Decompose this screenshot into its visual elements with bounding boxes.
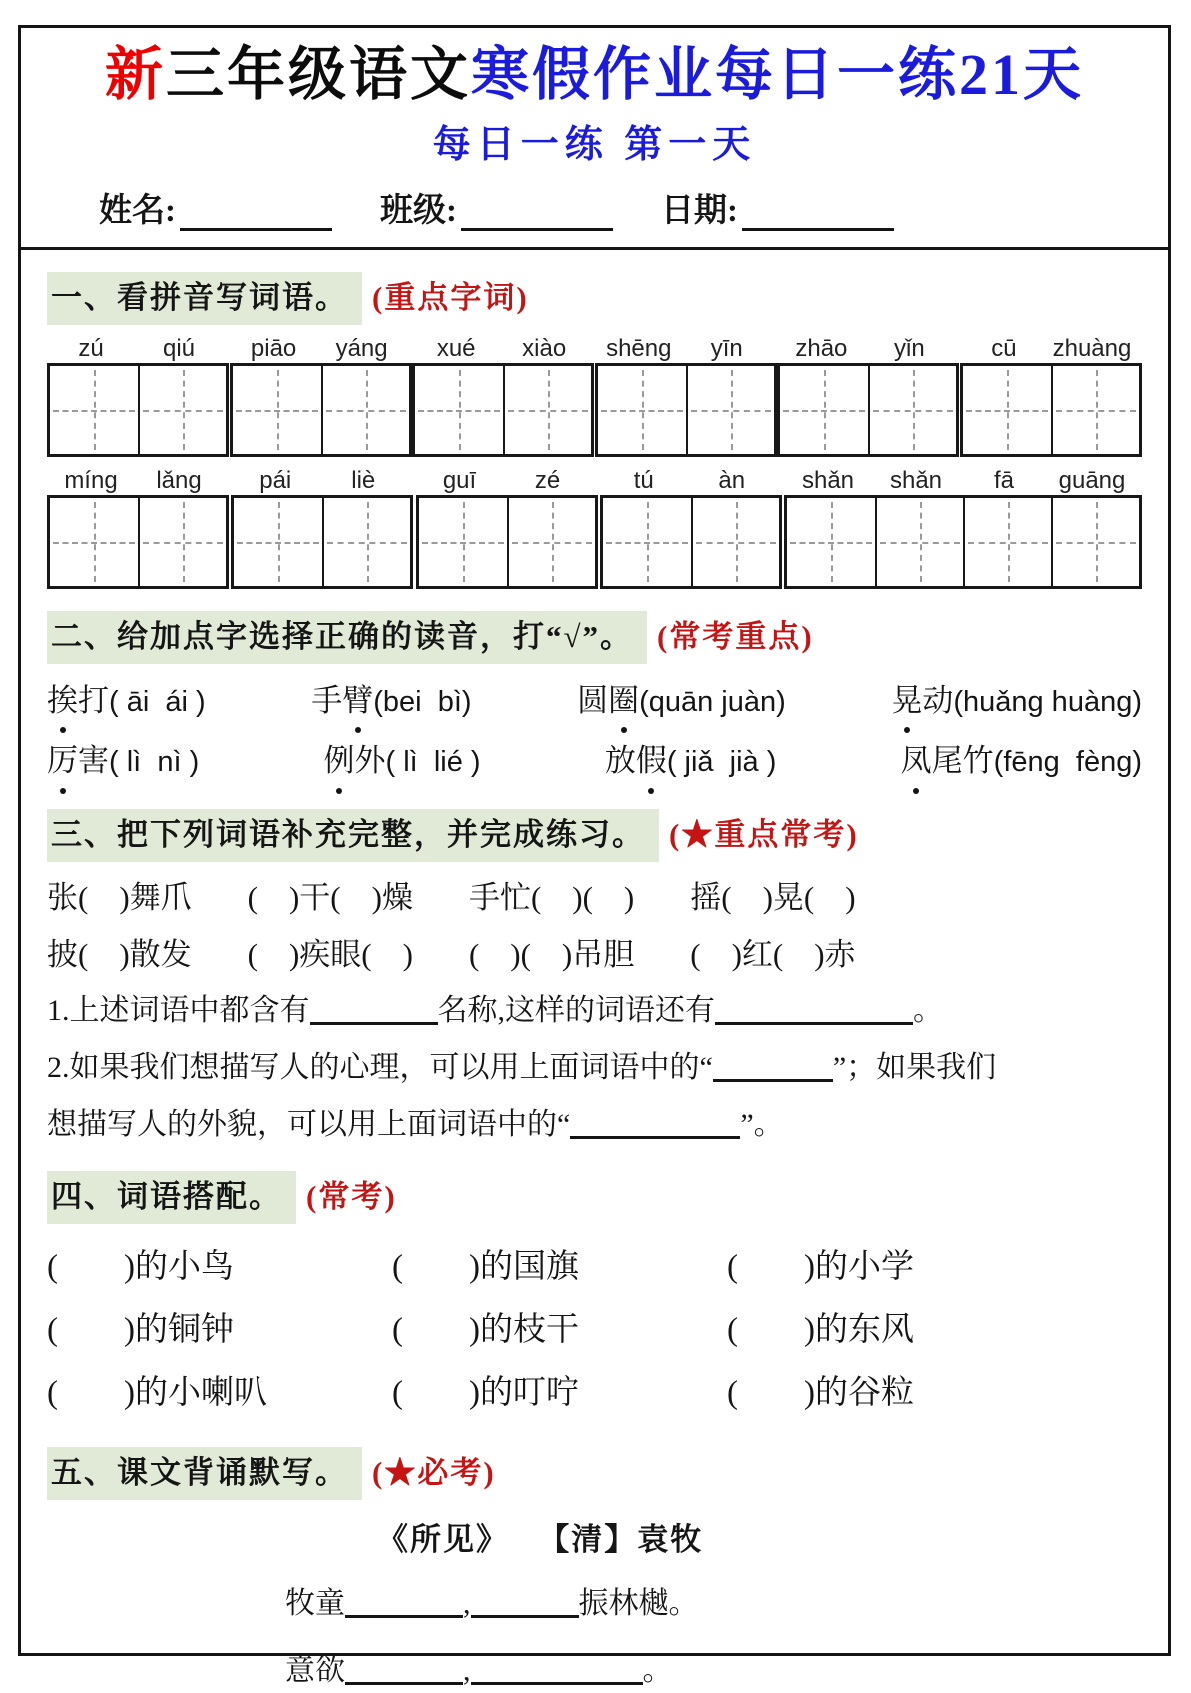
char: 放	[604, 743, 636, 779]
writing-grid	[595, 363, 777, 457]
fill-blank	[345, 1653, 463, 1685]
pinyin-syllable: yáng	[335, 334, 388, 362]
text-segment: 振林樾。	[578, 1587, 699, 1621]
writing-grid	[231, 495, 413, 589]
worksheet-body	[21, 250, 1168, 1693]
pinyin-group	[412, 335, 594, 457]
name-label: 姓名:	[99, 192, 176, 229]
pronunciation-item	[605, 738, 777, 785]
class-field-group	[380, 184, 613, 231]
word-item: ( )的小喇叭	[47, 1375, 267, 1412]
section5-tag: (★必考)	[372, 1455, 496, 1491]
pinyin-syllable: zhāo	[795, 334, 848, 362]
char: 动	[922, 682, 954, 718]
pinyin-labels	[230, 335, 412, 363]
writing-cell	[415, 366, 503, 454]
writing-cell	[507, 498, 595, 586]
char: 手	[311, 682, 343, 718]
word-item: ( )的国旗	[392, 1249, 579, 1286]
word-item: ( )的东风	[727, 1312, 914, 1349]
pinyin-syllable: liè	[351, 466, 376, 494]
class-label: 班级:	[380, 192, 457, 229]
writing-grid	[784, 495, 1142, 589]
writing-cell	[1051, 366, 1139, 454]
pinyin-syllable: zhuàng	[1052, 334, 1132, 362]
pronunciation-item	[891, 678, 1142, 725]
poem-line-1	[285, 1581, 1142, 1626]
word-item: ( )的铜钟	[47, 1312, 234, 1349]
writing-grid	[960, 363, 1142, 457]
class-blank	[461, 197, 613, 231]
pinyin-options: ( lì nì )	[109, 746, 200, 779]
s3-word-line-1	[47, 876, 1142, 919]
text-segment: 牧童	[285, 1587, 345, 1621]
writing-cell	[691, 498, 779, 586]
text-segment: 。	[913, 994, 943, 1028]
pinyin-group	[47, 335, 229, 457]
pinyin-syllable: piāo	[250, 334, 297, 362]
pinyin-group	[960, 335, 1142, 457]
pinyin-labels	[595, 335, 777, 363]
char: 竹	[962, 743, 994, 779]
pinyin-group	[230, 335, 412, 457]
text-segment: 。	[642, 1654, 673, 1688]
s2-line-1	[47, 678, 1142, 725]
pinyin-syllable: xué	[436, 334, 476, 362]
poem-block	[285, 1514, 1142, 1693]
dotted-char: 假	[636, 738, 667, 785]
pinyin-syllable: yǐn	[894, 334, 925, 362]
worksheet-page	[18, 25, 1171, 1688]
section3-heading	[47, 809, 1142, 862]
writing-grid	[412, 363, 594, 457]
pinyin-syllable: fā	[993, 466, 1014, 494]
date-label: 日期:	[661, 192, 738, 229]
pinyin-group	[784, 467, 1142, 589]
word-item: ( )疾眼( )	[247, 936, 413, 972]
pinyin-syllable: shǎn	[801, 466, 855, 494]
s3-question-2-line-1	[47, 1045, 1142, 1090]
pinyin-group	[600, 467, 782, 589]
name-blank	[180, 197, 332, 231]
pinyin-options: (fēng fèng)	[993, 746, 1142, 779]
pinyin-options: ( jiǎ jià )	[666, 746, 777, 779]
s4-row-2	[47, 1303, 1142, 1350]
pinyin-syllable: àn	[718, 466, 746, 494]
title-part-grade: 三年级语文	[165, 42, 471, 107]
section4-heading-text: 四、词语搭配。	[47, 1171, 296, 1224]
word-item: 摇( )晃( )	[690, 879, 856, 915]
section1-heading-text: 一、看拼音写词语。	[47, 272, 362, 325]
worksheet-header	[21, 28, 1168, 250]
section4-heading	[47, 1171, 1142, 1224]
writing-cell	[321, 366, 409, 454]
pronunciation-item	[577, 678, 786, 725]
writing-cell	[322, 498, 410, 586]
poem-title: 《所见》 【清】袁牧	[377, 1522, 704, 1558]
fill-blank	[471, 1586, 579, 1618]
text-segment: ”；如果我们	[832, 1051, 997, 1085]
s3-word-line-2	[47, 933, 1142, 976]
writing-cell	[138, 498, 226, 586]
pinyin-row-2	[47, 467, 1142, 589]
pinyin-syllable: tú	[633, 466, 654, 494]
pinyin-labels	[412, 335, 594, 363]
pronunciation-item	[47, 678, 206, 725]
char: 打	[78, 682, 109, 718]
text-segment: 名称,这样的词语还有	[437, 994, 715, 1028]
word-item: ( )的叮咛	[392, 1375, 579, 1412]
writing-cell	[787, 498, 875, 586]
section5-heading-text: 五、课文背诵默写。	[47, 1447, 362, 1500]
fill-blank	[471, 1653, 643, 1685]
writing-cell	[603, 498, 691, 586]
pronunciation-item	[311, 678, 471, 725]
pinyin-labels	[47, 335, 229, 363]
pinyin-group	[47, 467, 229, 589]
dotted-char: 臂	[342, 678, 373, 725]
writing-cell	[963, 498, 1051, 586]
pinyin-syllable: shēng	[606, 334, 672, 362]
title-part-new: 新	[104, 42, 166, 107]
pinyin-group	[595, 335, 777, 457]
word-item: ( )干( )燥	[247, 879, 413, 915]
s4-row-1	[47, 1240, 1142, 1287]
section4-tag: (常考)	[306, 1179, 397, 1215]
section3-tag: (★重点常考)	[669, 816, 859, 852]
writing-cell	[963, 366, 1051, 454]
pinyin-options: (huǎng huàng)	[953, 685, 1142, 718]
pinyin-syllable: zú	[78, 334, 104, 362]
pinyin-labels	[960, 335, 1142, 363]
page-title	[41, 42, 1148, 109]
pinyin-syllable: zé	[534, 466, 561, 494]
s3-question-1	[47, 988, 1142, 1033]
pinyin-labels	[416, 467, 598, 495]
writing-cell	[503, 366, 591, 454]
writing-cell	[233, 366, 321, 454]
page-subtitle: 每日一练 第一天	[432, 123, 757, 166]
writing-cell	[875, 498, 963, 586]
writing-grid	[47, 363, 229, 457]
writing-cell	[1051, 498, 1139, 586]
writing-grid	[47, 495, 229, 589]
pinyin-group	[416, 467, 598, 589]
pinyin-labels	[47, 467, 229, 495]
fill-blank	[715, 995, 913, 1025]
writing-cell	[868, 366, 956, 454]
char: 圆	[577, 682, 609, 718]
char: 尾	[931, 743, 963, 779]
pinyin-syllable: shǎn	[889, 466, 943, 494]
date-blank	[742, 197, 894, 231]
fill-blank	[310, 995, 438, 1025]
writing-cell	[50, 366, 138, 454]
word-item: ( )的枝干	[392, 1312, 579, 1349]
s3-question-2-line-2	[47, 1102, 1142, 1147]
fill-blank	[345, 1586, 463, 1618]
pronunciation-item	[47, 738, 199, 785]
pinyin-options: (bei bì)	[373, 685, 472, 718]
word-item: ( )红( )赤	[690, 936, 856, 972]
s2-line-2	[47, 738, 1142, 785]
writing-cell	[138, 366, 226, 454]
pronunciation-item	[901, 738, 1142, 785]
pinyin-group	[231, 467, 413, 589]
pinyin-syllable: xiào	[522, 334, 567, 362]
dotted-char: 厉	[47, 738, 78, 785]
section2-tag: (常考重点)	[657, 618, 814, 654]
word-item: 手忙( )( )	[468, 879, 635, 915]
dotted-char: 例	[324, 738, 355, 785]
pinyin-syllable: lǎng	[156, 466, 202, 494]
dotted-char: 圈	[608, 678, 639, 725]
section3-heading-text: 三、把下列词语补充完整，并完成练习。	[47, 809, 659, 862]
pinyin-labels	[231, 467, 413, 495]
text-segment: 1.上述词语中都含有	[47, 994, 310, 1028]
name-field-group	[99, 184, 332, 231]
text-segment: ”。	[740, 1108, 784, 1142]
dotted-char: 挨	[47, 678, 78, 725]
pinyin-syllable: míng	[64, 466, 118, 494]
word-item: 披( )散发	[47, 936, 192, 972]
word-item: ( )的谷粒	[727, 1375, 914, 1412]
writing-grid	[600, 495, 782, 589]
pinyin-group	[777, 335, 959, 457]
text-segment: ,	[463, 1654, 471, 1688]
s4-row-3	[47, 1366, 1142, 1413]
writing-grid	[777, 363, 959, 457]
writing-grid	[416, 495, 598, 589]
pinyin-options: ( lì lié )	[385, 746, 481, 779]
pinyin-syllable: cū	[991, 334, 1017, 362]
char: 外	[354, 743, 386, 779]
writing-cell	[686, 366, 774, 454]
pinyin-syllable: guāng	[1058, 466, 1126, 494]
writing-cell	[50, 498, 138, 586]
writing-cell	[234, 498, 322, 586]
student-info-row	[99, 184, 1148, 231]
pinyin-syllable: yīn	[710, 334, 743, 362]
word-item: ( )的小鸟	[47, 1249, 234, 1286]
section1-heading	[47, 272, 1142, 325]
word-item: ( )的小学	[727, 1249, 914, 1286]
fill-blank	[570, 1109, 740, 1139]
section5-heading	[47, 1447, 1142, 1500]
poem-line-2	[285, 1648, 1142, 1693]
pinyin-syllable: qiú	[162, 334, 196, 362]
pinyin-syllable: guī	[442, 466, 477, 494]
writing-grid	[230, 363, 412, 457]
pinyin-labels	[777, 335, 959, 363]
dotted-char: 晃	[891, 678, 922, 725]
char: 害	[78, 743, 109, 779]
pinyin-options: ( āi ái )	[109, 685, 206, 718]
text-segment: 想描写人的外貌，可以用上面词语中的“	[47, 1108, 571, 1142]
text-segment: 2.如果我们想描写人的心理，可以用上面词语中的“	[47, 1051, 713, 1085]
pinyin-labels	[784, 467, 1142, 495]
pinyin-row-1	[47, 335, 1142, 457]
fill-blank	[713, 1052, 833, 1082]
text-segment: 意欲	[285, 1654, 345, 1688]
section1-tag: (重点字词)	[372, 279, 529, 315]
section2-heading	[47, 611, 1142, 664]
section2-heading-text: 二、给加点字选择正确的读音，打“√”。	[47, 611, 647, 664]
text-segment: ,	[463, 1587, 471, 1621]
pinyin-syllable: pái	[259, 466, 292, 494]
writing-cell	[780, 366, 868, 454]
title-part-homework: 寒假作业每日一练21天	[471, 42, 1085, 107]
pinyin-options: (quān juàn)	[639, 685, 786, 718]
date-field-group	[661, 184, 894, 231]
writing-cell	[419, 498, 507, 586]
pinyin-labels	[600, 467, 782, 495]
writing-cell	[598, 366, 686, 454]
dotted-char: 凤	[901, 738, 932, 785]
pronunciation-item	[324, 738, 481, 785]
word-item: 张( )舞爪	[47, 879, 192, 915]
word-item: ( )( )吊胆	[468, 936, 635, 972]
